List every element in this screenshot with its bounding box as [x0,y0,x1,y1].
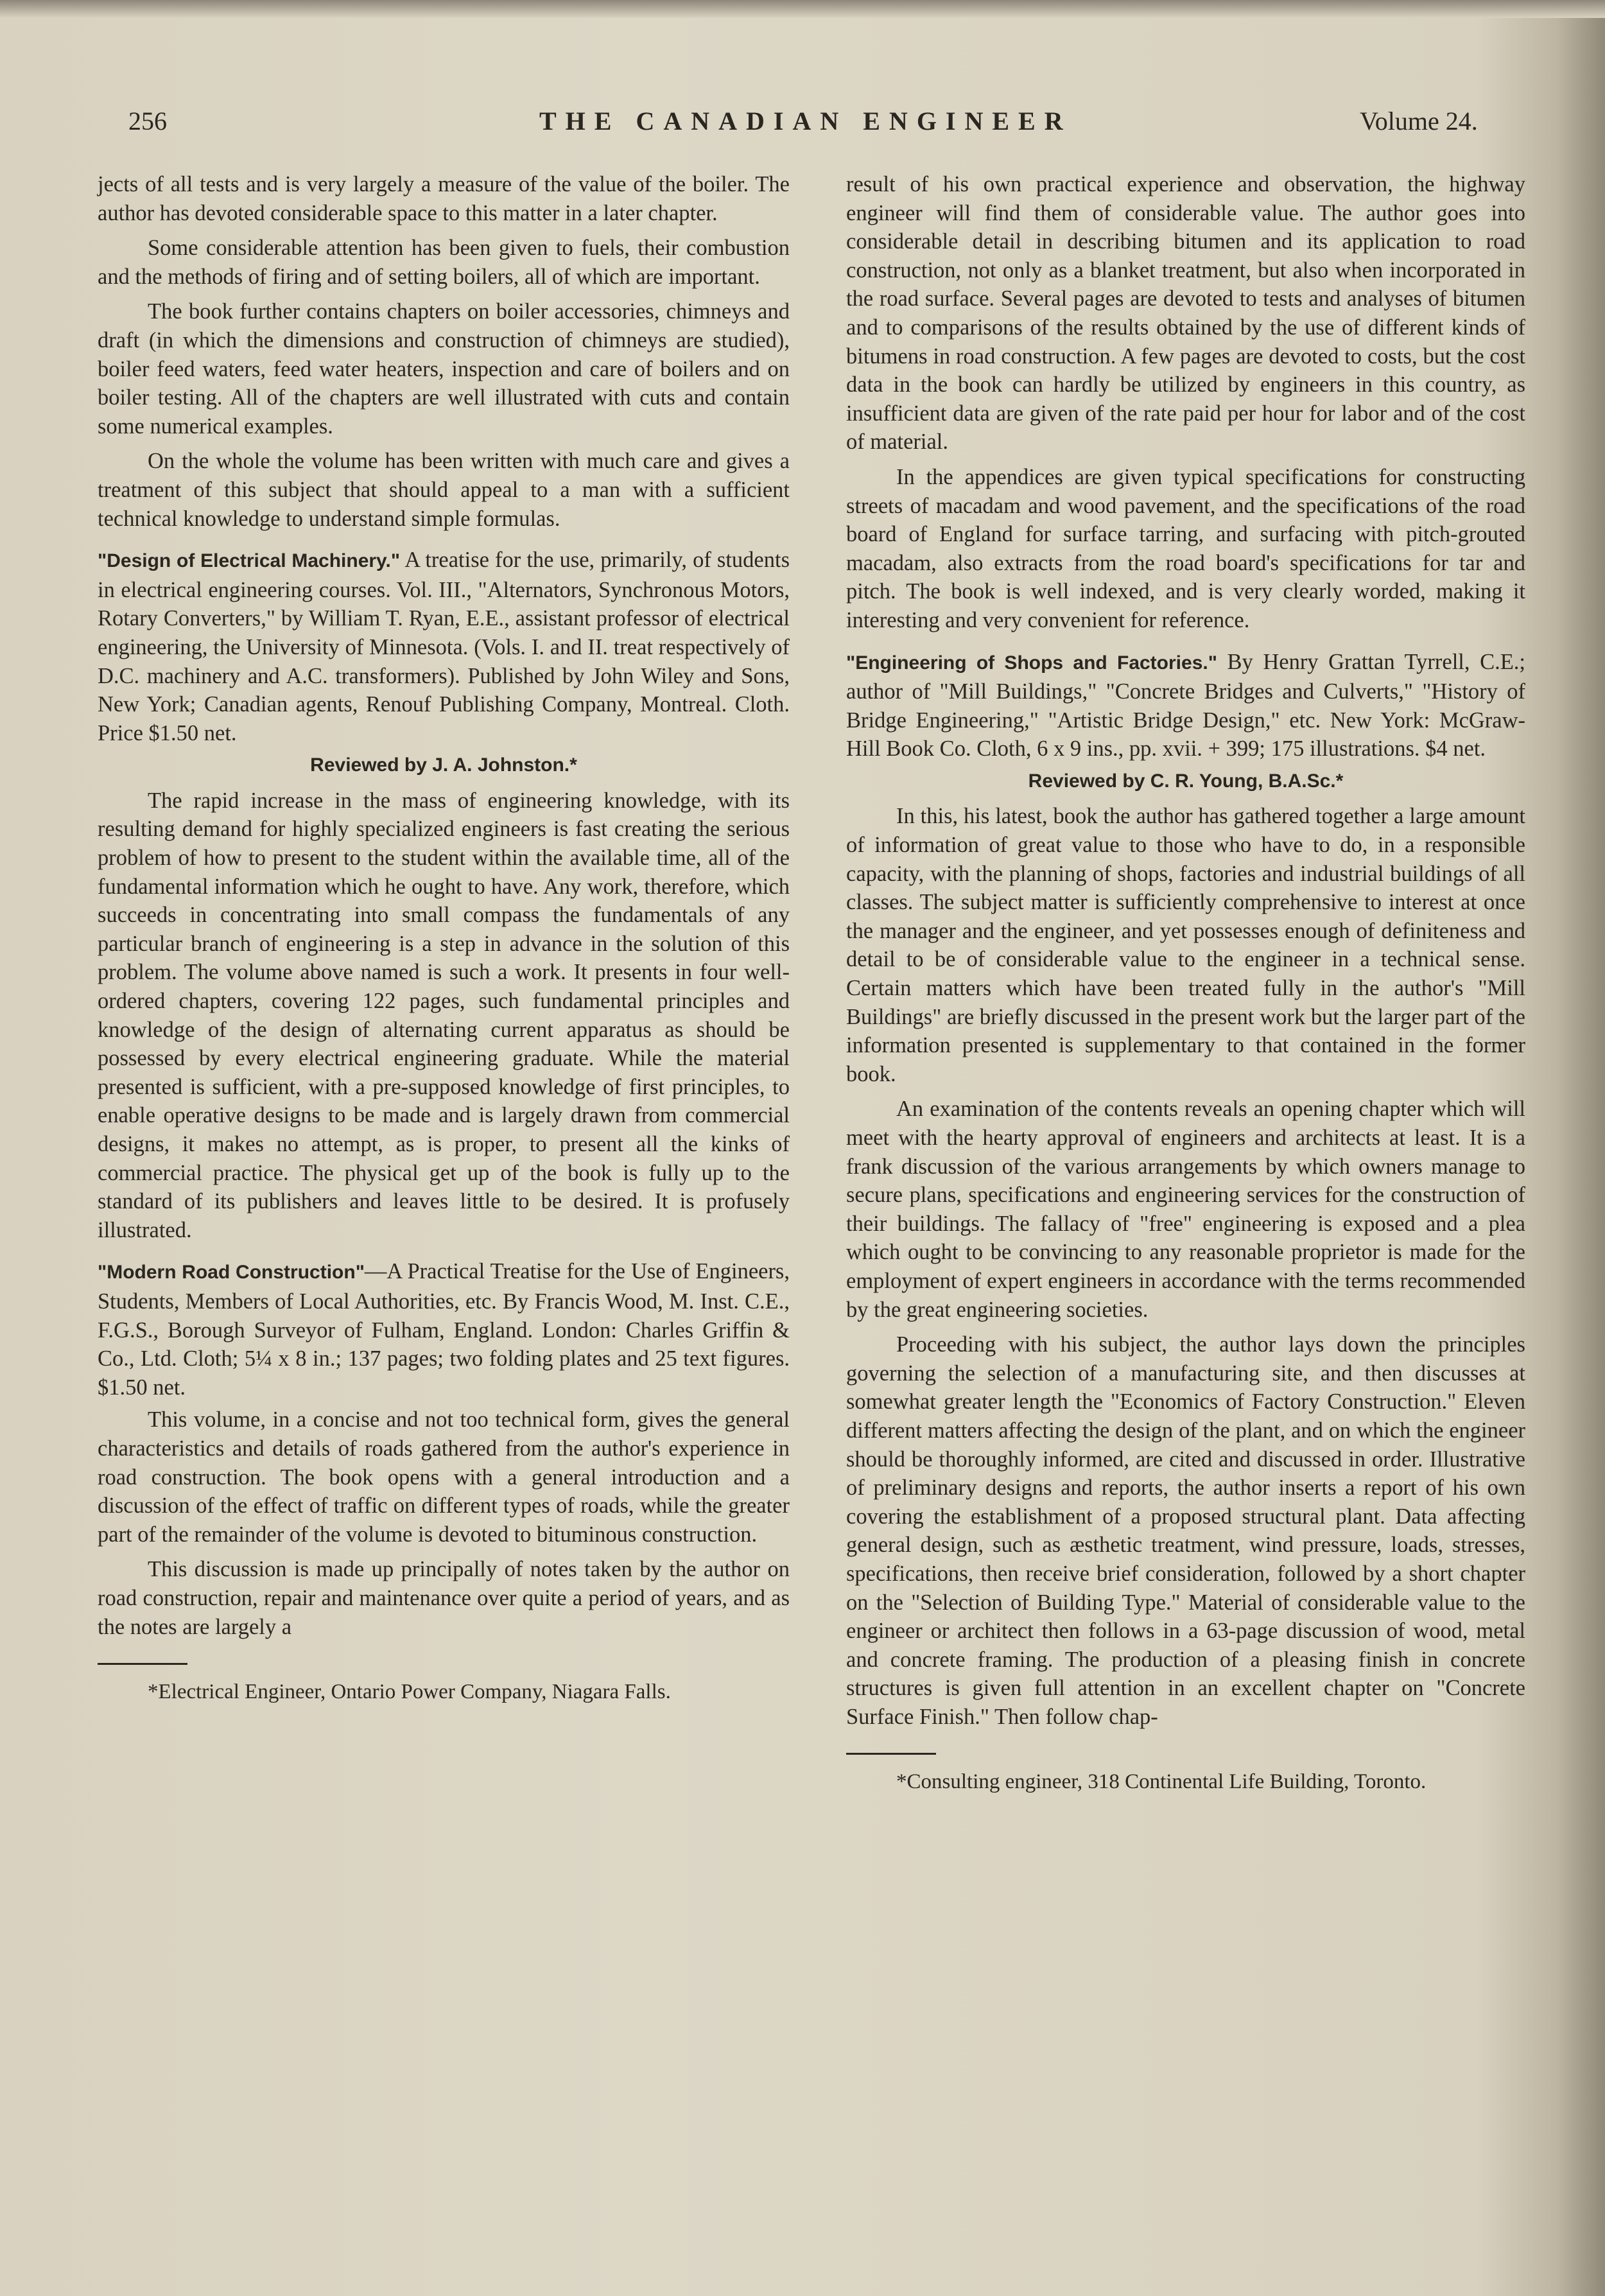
paragraph: In this, his latest, book the author has gathered together a large amount of information of great value to those who have to do, in a responsible capacity, with the planning of shops, factories and industrial buildings of all classes. The subject matter is sufficiently comprehensive to interest at once the manager and the engineer, and yet possesses enough of definiteness and detail to be of considerable value to the engineer in a technical sense. Certain matters which have been treated fully in the author's "Mill Buildings" are briefly discussed in the present work but the larger part of the information presented is supplementary to that contained in the former book. [846,804,1525,1086]
paragraph: result of his own practical experience and observation, the highway engineer will find them of considerable value. The author goes into considerable detail in describing bitumen and its application to road construction, not only as a blanket treatment, but also when incorporated in the road surface. Several pages are devoted to tests and analyses of bitumen and to comparisons of the results obtained by the use of different kinds of bitumens in road construction. A few pages are devoted to costs, but the cost data in the book can hardly be utilized by engineers in this country, as insufficient data are given of the rate paid per hour for labor and of the cost of material. [846,172,1525,455]
book-details: By Henry Grattan Tyrrell, C.E.; author of "Mill Buildings," "Concrete Bridges and Culverts," "History of Bridge Engineering," "Artistic Bridge Design," etc. New York: McGraw-Hill Book Co. Cloth, 6 x 9 ins., pp. xvii. + 399; 175 illustrations. $4 net. [846,649,1525,761]
book-title: "Modern Road Construction" [98,1262,365,1283]
paragraph: The rapid increase in the mass of engineering knowledge, with its resulting demand for highly specialized engineers is fast creating the serious problem of how to present to the student within the available time, all of the fundamental information which he ought to have. Any work, therefore, which succeeds in concentrating into small compass the fundamentals of any particular branch of engineering is a step in advance in the solution of this problem. The volume above named is such a work. It presents in four well-ordered chapters, covering 122 pages, such fundamental principles and knowledge of the design of alternating current apparatus as should be possessed by every electrical engineering graduate. While the material presented is sufficient, with a pre-supposed knowledge of first principles, to enable operative designs to be made and is largely drawn from commercial designs, it makes no attempt, as is proper, to present all the kinks of commercial practice. The physical get up of the book is fully up to the standard of its publishers and leaves little to be desired. It is profusely illustrated. [98,788,790,1242]
paragraph: An examination of the contents reveals an opening chapter which will meet with the hearty approval of engineers and architects at least. It is a frank discussion of the various arrangements by which owners manage to secure plans, specifications and engineering services for the construction of their buildings. The fallacy of "free" engineering is exposed and a plea which ought to be convincing to any reasonable proprietor is made for the employment of expert engineers in accordance with the terms recommended by the great engineering societies. [846,1097,1525,1322]
footnote-rule [846,1753,936,1755]
paragraph: In the appendices are given typical specifications for constructing streets of macadam and wood pavement, and the specifications of the road board of England for surface tarring, and surfacing with pitch-grouted macadam, also extracts from the road board's specifications for tar and pitch. The book is well indexed, and is very clearly worded, making it interesting and very convenient for reference. [846,464,1525,632]
book-review-entry [98,546,790,747]
journal-title: THE CANADIAN ENGINEER [539,107,1072,135]
book-details: A treatise for the use, primarily, of students in electrical engineering courses. Vol. III., "Alternators, Synchronous Motors, Rotary Converters," by William T. Ryan, E.E., assistant professor of electrical engineering, the University of Minnesota. (Vols. I. and II. treat respectively of D.C. machinery and A.C. transformers). Published by John Wiley and Sons, New York; Canadian agents, Renouf Publishing Company, Montreal. Cloth. Price $1.50 net. [98,548,790,745]
book-title: "Engineering of Shops and Factories." [846,652,1217,674]
paragraph: jects of all tests and is very largely a measure of the value of the boiler. The author has devoted considerable space to this matter in a later chapter. [98,172,790,225]
book-review-entry [98,1257,790,1402]
reviewer-line: Reviewed by J. A. Johnston.* [310,754,577,776]
running-header [0,106,1605,144]
page-number: 256 [128,107,167,135]
footnote: *Electrical Engineer, Ontario Power Company, Niagara Falls. [148,1680,671,1704]
right-column [846,170,1525,1802]
paragraph: Some considerable attention has been given to fuels, their combustion and the methods of firing and of setting boilers, all of which are important. [98,236,790,289]
paragraph: Proceeding with his subject, the author lays down the principles governing the selection of a manufacturing site, and then discusses at somewhat greater length the "Economics of Factory Construction." Eleven different matters affecting the design of the plant, and on which the engineer should be thoroughly informed, are cited and discussed in order. Illustrative of preliminary designs and reports, the author inserts a report of his own covering the establishment of a proposed structural plant. Data affecting general design, such as æsthetic treatment, wind pressure, loads, stresses, specifications, then receive brief consideration, followed by a short chapter on the "Selection of Building Type." Material of considerable value to the engineer or architect then follows in a 63-page discussion of wood, metal and concrete framing. The production of a pleasing finish in concrete structures is given full attention in an excellent chapter on "Concrete Surface Finish." Then follow chap- [846,1332,1525,1729]
page-top-edge [0,0,1605,18]
volume-label: Volume 24. [1360,107,1478,135]
book-review-entry [846,648,1525,763]
paragraph: This discussion is made up principally of notes taken by the author on road construction, repair and maintenance over quite a period of years, and as the notes are largely a [98,1557,790,1639]
book-details: —A Practical Treatise for the Use of Engineers, Students, Members of Local Authorities, etc. By Francis Wood, M. Inst. C.E., F.G.S., Borough Surveyor of Fulham, England. London: Charles Griffin & Co., Ltd. Cloth; 5¼ x 8 in.; 137 pages; two folding plates and 25 text figures. $1.50 net. [98,1259,790,1400]
footnote: *Consulting engineer, 318 Continental Life Building, Toronto. [896,1770,1427,1794]
left-column [98,170,790,1712]
paragraph: The book further contains chapters on boiler accessories, chimneys and draft (in which the dimensions and construction of chimneys are studied), boiler feed waters, feed water heaters, inspection and care of boilers and on boiler testing. All of the chapters are well illustrated with cuts and contain some numerical examples. [98,299,790,439]
paragraph: This volume, in a concise and not too technical form, gives the general characteristics and details of roads gathered from the author's experience in road construction. The book opens with a general introduction and a discussion of the effect of traffic on different types of roads, while the greater part of the remainder of the volume is devoted to bituminous construction. [98,1407,790,1547]
reviewer-line: Reviewed by C. R. Young, B.A.Sc.* [1028,770,1344,792]
paragraph: On the whole the volume has been written with much care and gives a treatment of this subject that should appeal to a man with a sufficient technical knowledge to understand simple formulas. [98,449,790,531]
book-title: "Design of Electrical Machinery." [98,550,401,572]
footnote-rule [98,1663,187,1665]
